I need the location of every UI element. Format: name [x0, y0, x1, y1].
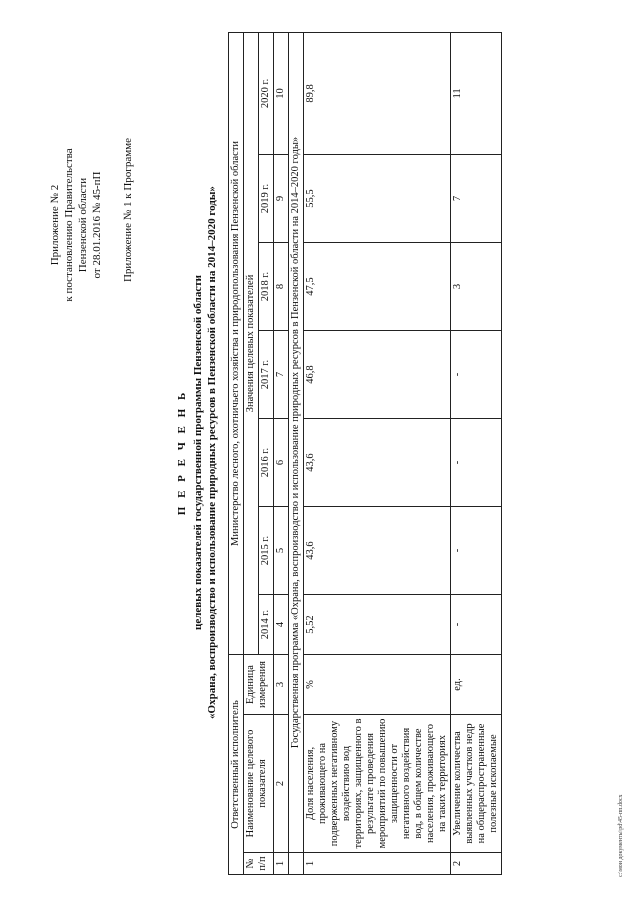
- executor-row: [229, 32, 244, 874]
- indicator-value: 55,5: [304, 155, 451, 243]
- column-number: 3: [274, 655, 289, 715]
- table-row: [451, 32, 502, 874]
- indicator-name: Увеличение количества выявленных участков недр на общераспространенные полезные ископаемые: [451, 715, 502, 853]
- program-row: [289, 32, 304, 874]
- indicator-unit: ед.: [451, 655, 502, 715]
- document-title: П Е Р Е Ч Е Н Ь: [176, 389, 188, 516]
- col-num-header: № п/п: [244, 853, 274, 875]
- column-number: 8: [274, 243, 289, 331]
- indicator-value: 11: [451, 32, 502, 154]
- column-number: 6: [274, 419, 289, 507]
- header-row: [244, 32, 259, 874]
- table-row: [304, 32, 451, 874]
- indicator-value: 7: [451, 155, 502, 243]
- year-header: 2020 г.: [259, 32, 274, 154]
- indicator-name: Доля населения, проживающего на подверженных негативному воздействию вод территориях, защищенного в результате проведения мероприятий по повышению защищенности от негативного воздействия вод, в общем количестве населения, проживающего на таких территориях: [304, 715, 451, 853]
- indicator-value: 89,8: [304, 32, 451, 154]
- approval-line: к постановлению Правительства: [63, 148, 75, 302]
- indicator-value: -: [451, 331, 502, 419]
- indicator-value: -: [451, 595, 502, 655]
- column-number: 2: [274, 715, 289, 853]
- column-number: 4: [274, 595, 289, 655]
- approval-line: от 28.01.2016 № 45-пП: [91, 171, 103, 279]
- executor-label: Ответственный исполнитель: [229, 655, 244, 875]
- indicator-value: 46,8: [304, 331, 451, 419]
- document-subtitle: целевых показателей государственной программы Пензенской области: [192, 275, 204, 630]
- indicator-unit: %: [304, 655, 451, 715]
- year-header: 2018 г.: [259, 243, 274, 331]
- indicator-value: 5,52: [304, 595, 451, 655]
- column-number: 10: [274, 32, 289, 154]
- year-header: 2019 г.: [259, 155, 274, 243]
- approval-line: Приложение № 2: [49, 184, 61, 266]
- row-number: 2: [451, 853, 502, 875]
- program-reference: Приложение № 1 к Программе: [122, 137, 134, 283]
- year-header: 2016 г.: [259, 419, 274, 507]
- year-header: 2015 г.: [259, 507, 274, 595]
- indicators-table: [228, 32, 502, 875]
- column-number: 7: [274, 331, 289, 419]
- approval-block: [48, 115, 104, 335]
- column-number: 5: [274, 507, 289, 595]
- indicator-value: -: [451, 419, 502, 507]
- col-name-header: Наименование целевого показателя: [244, 715, 274, 853]
- indicator-value: 43,6: [304, 419, 451, 507]
- col-unit-header: Единица измерения: [244, 655, 274, 715]
- program-row-title: Государственная программа «Охрана, воспроизводство и использование природных ресурсов в Пензенской области на 2014–2020 годы»: [289, 32, 304, 852]
- year-header: 2014 г.: [259, 595, 274, 655]
- indicator-value: 3: [451, 243, 502, 331]
- column-numbers-row: [274, 32, 289, 874]
- indicator-value: 47,5: [304, 243, 451, 331]
- executor-value: Министерство лесного, охотничьего хозяйства и природопользования Пензенской области: [229, 32, 244, 654]
- row-number: 1: [304, 853, 451, 875]
- indicator-value: 43,6: [304, 507, 451, 595]
- column-number: 9: [274, 155, 289, 243]
- values-group-header: Значения целевых показателей: [244, 32, 259, 654]
- document-program-name: «Охрана, воспроизводство и использование природных ресурсов в Пензенской области на 2014–2020 годы»: [206, 186, 218, 719]
- program-row-num: [289, 853, 304, 875]
- year-header: 2017 г.: [259, 331, 274, 419]
- file-path-footer: c:\мои документы\pd\45-пп.docx: [618, 794, 624, 877]
- approval-line: Пензенской области: [77, 177, 89, 273]
- column-number: 1: [274, 853, 289, 875]
- indicator-value: -: [451, 507, 502, 595]
